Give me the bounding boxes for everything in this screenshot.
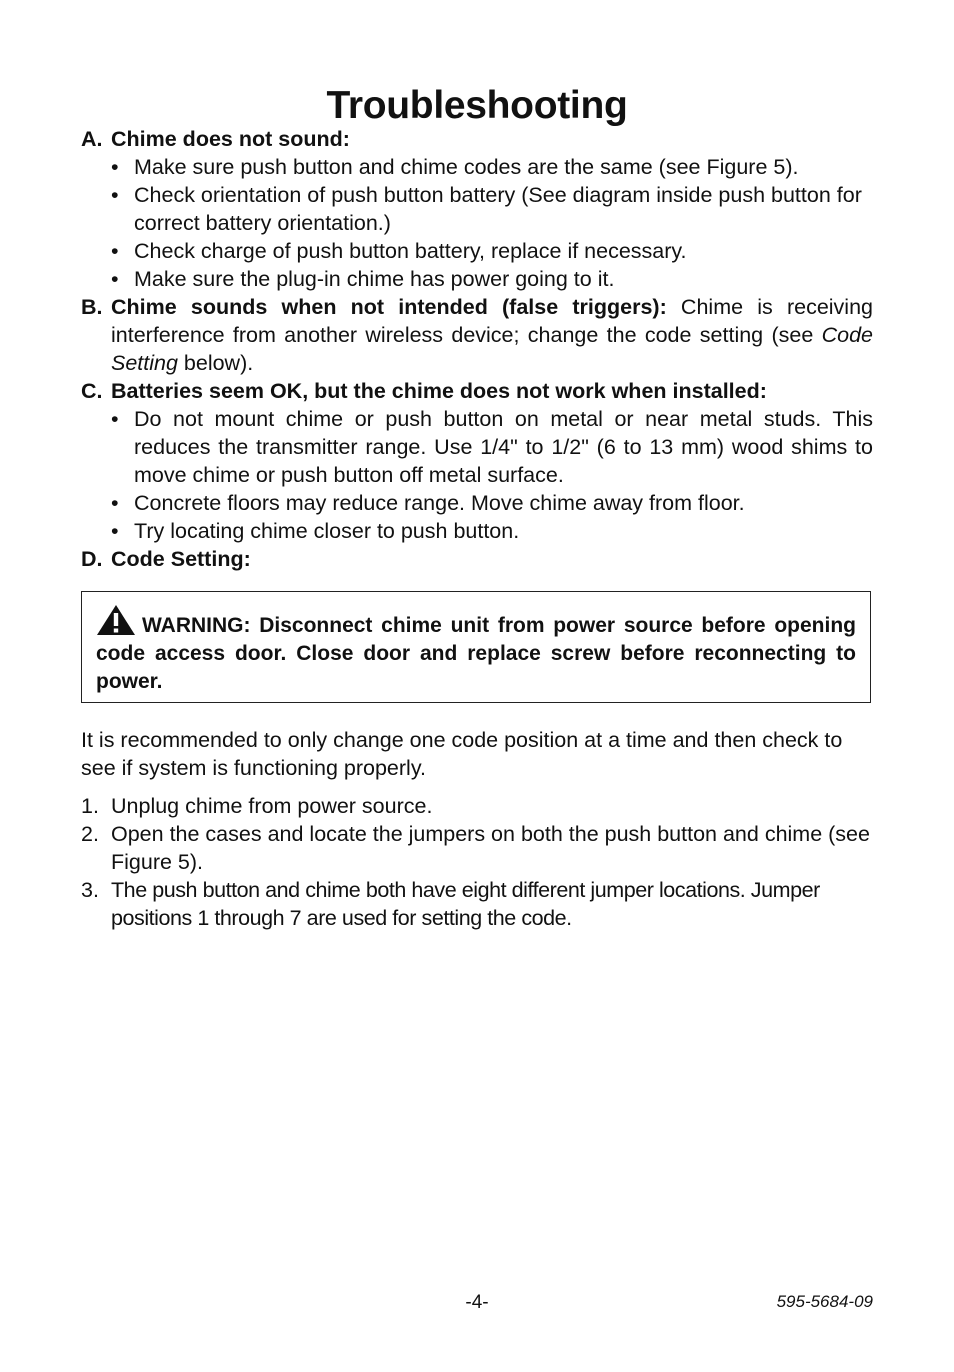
document-number: 595-5684-09 xyxy=(776,1292,873,1311)
warning-box xyxy=(81,591,871,703)
list-item: • Concrete floors may reduce range. Move chime away from floor. xyxy=(111,491,745,515)
list-item: • Check orientation of push button battery (See diagram inside push button for correct battery orientation.) xyxy=(111,183,862,235)
list-item: • Try locating chime closer to push button. xyxy=(111,519,520,543)
section-d xyxy=(81,545,873,573)
troubleshooting-content xyxy=(81,125,873,573)
bullet-list xyxy=(81,153,873,293)
bullet-list xyxy=(81,405,873,545)
section-heading: Chime sounds when not intended (false triggers): xyxy=(111,295,667,319)
warning-text: WARNING: Disconnect chime unit from power source before opening code access door. Close door and replace screw before reconnecting to power. xyxy=(96,614,856,693)
list-item: 3. The push button and chime both have eight different jumper locations. Jumper positions 1 through 7 are used for setting the code. xyxy=(81,878,820,930)
list-item: 2. Open the cases and locate the jumpers on both the push button and chime (see Figure 5). xyxy=(81,822,870,874)
section-b xyxy=(81,293,873,377)
section-heading: Batteries seem OK, but the chime does not work when installed: xyxy=(111,379,767,403)
intro-paragraph: It is recommended to only change one code position at a time and then check to see if system is functioning properly. xyxy=(81,728,843,780)
list-item: 1. Unplug chime from power source. xyxy=(81,794,433,818)
list-item: • Do not mount chime or push button on metal or near metal studs. This reduces the transmitter range. Use 1/4" to 1/2" (6 to 13 mm) wood shims to move chime or push button off metal surface. xyxy=(111,407,873,487)
warning-triangle-icon xyxy=(96,604,136,636)
section-a xyxy=(81,125,873,293)
list-item: • Check charge of push button battery, replace if necessary. xyxy=(111,239,687,263)
section-letter: C. xyxy=(81,379,103,403)
list-item: • Make sure the plug-in chime has power going to it. xyxy=(111,267,615,291)
section-paragraph: Chime sounds when not intended (false triggers): Chime is receiving interference from another wireless device; change the code setting (see Code Setting below). xyxy=(111,295,873,375)
steps-list xyxy=(81,792,873,932)
page-number: -4- xyxy=(465,1292,489,1313)
section-letter: D. xyxy=(81,547,103,571)
section-heading: Code Setting: xyxy=(111,547,251,571)
list-item: • Make sure push button and chime codes are the same (see Figure 5). xyxy=(111,155,799,179)
section-heading: Chime does not sound: xyxy=(111,127,350,151)
section-c xyxy=(81,377,873,545)
section-letter: B. xyxy=(81,295,103,319)
page-title: Troubleshooting xyxy=(326,84,628,127)
section-letter: A. xyxy=(81,127,103,151)
